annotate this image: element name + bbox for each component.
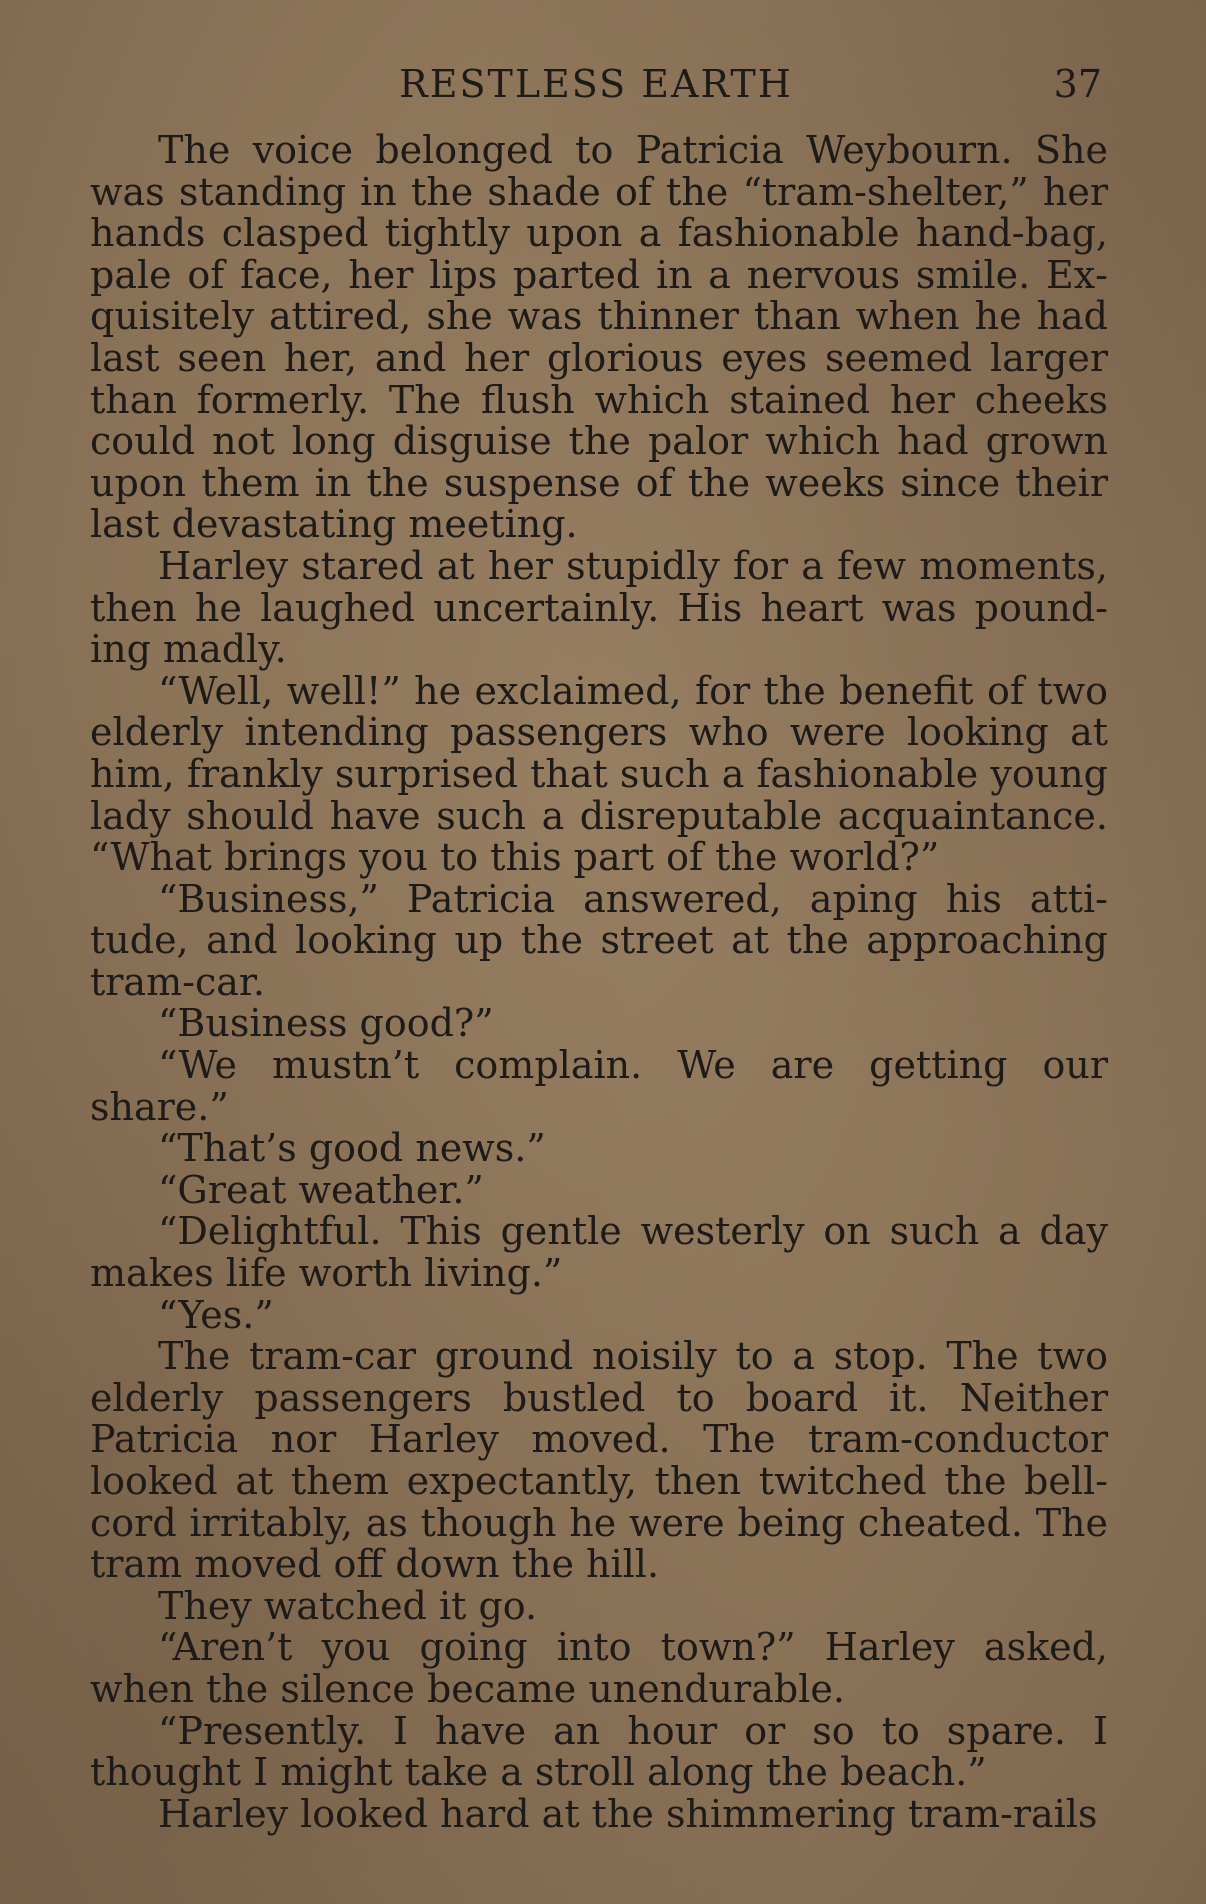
paragraph: The voice belonged to Patricia Weybourn. She was standing in the shade of the “tram-shelter,” her hands clasped tightly upon a fashionable hand-bag, pale of face, her lips parted in a nervous smile. Exquisitely attired, she was thinner than when he had last seen her, and her glorious eyes seemed larger than formerly. The flush which stained her cheeks could not long disguise the palor which had grown upon them in the suspense of the weeks since their last devastating meeting.	[90, 128, 1108, 547]
body-text	[90, 130, 1108, 1835]
paragraph: “We mustn’t complain. We are getting our share.”	[90, 1043, 1108, 1129]
paragraph: “Presently. I have an hour or so to spare. I thought I might take a stroll along the beach.”	[90, 1708, 1108, 1795]
paragraph: Harley stared at her stupidly for a few moments, then he laughed uncertainly. His heart was pounding madly.	[90, 543, 1108, 672]
paragraph: “Well, well!” he exclaimed, for the benefit of two elderly intending passengers who were looking at him, frankly surprised that such a fashionable young lady should have such a disreputable acquaintance. “What brings you to this part of the world?”	[90, 668, 1108, 880]
running-title: RESTLESS EARTH	[399, 62, 793, 106]
paragraph: “That’s good news.”	[158, 1126, 546, 1171]
running-head	[90, 62, 1102, 112]
paragraph: “Delightful. This gentle westerly on such a day makes life worth living.”	[90, 1209, 1108, 1296]
paragraph: “Great weather.”	[158, 1167, 484, 1212]
page-number: 37	[1053, 62, 1102, 106]
paragraph: “Business good?”	[158, 1001, 494, 1046]
paragraph: They watched it go.	[158, 1583, 538, 1628]
paragraph: The tram-car ground noisily to a stop. The two elderly passengers bustled to board it. Neither Patricia nor Harley moved. The tram-conductor looked at them expectantly, then twitched the bell-cord irritably, as though he were being cheated. The tram moved off down the hill.	[90, 1334, 1108, 1587]
paragraph: “Yes.”	[158, 1292, 274, 1337]
paragraph: “Aren’t you going into town?” Harley asked, when the silence became unendurable.	[90, 1625, 1108, 1711]
paragraph: Harley looked hard at the shimmering tram-rails	[158, 1791, 1098, 1836]
paragraph: “Business,” Patricia answered, aping his attitude, and looking up the street at the approaching tram-car.	[90, 876, 1108, 1004]
